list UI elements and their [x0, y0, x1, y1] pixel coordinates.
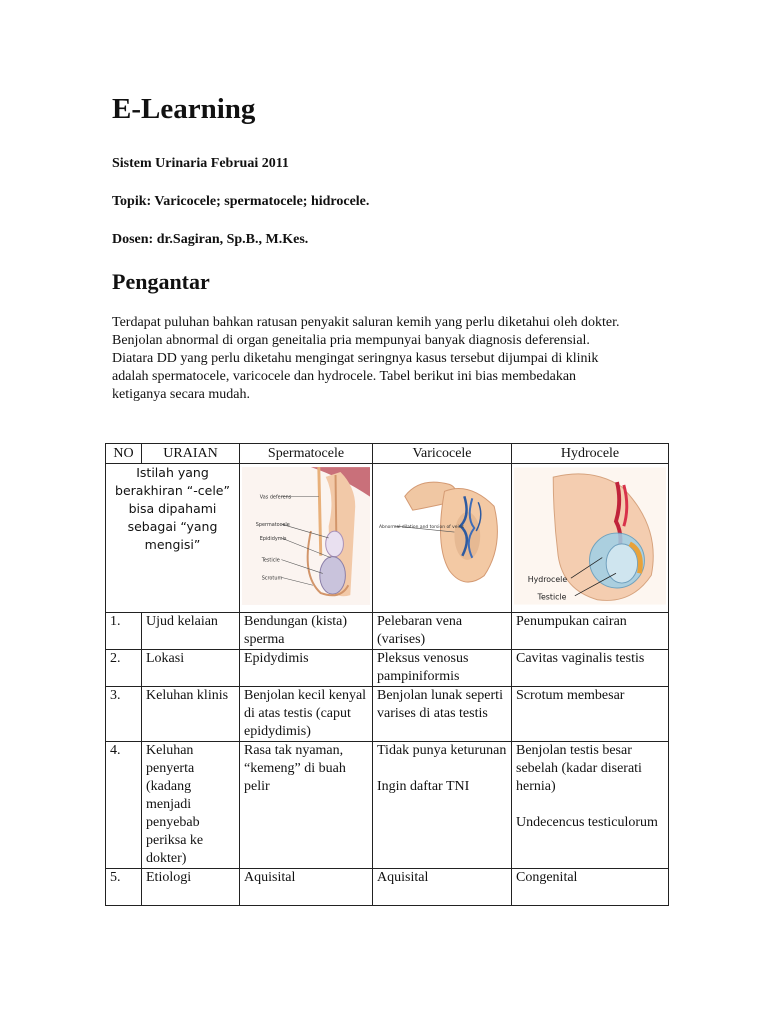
- header-hydrocele: Hydrocele: [512, 444, 669, 464]
- course-line: Sistem Urinaria Februai 2011: [112, 155, 289, 171]
- table-row-images: [106, 464, 669, 613]
- hydrocele-cell: Cavitas vaginalis testis: [512, 650, 669, 687]
- label-spermatocele: Spermatocele: [255, 522, 290, 529]
- comparison-table: [105, 443, 669, 906]
- label-abnormal-veins: Abnormal dilation and torsion of veins: [378, 525, 464, 531]
- varicocele-note-2: Ingin daftar TNI: [377, 779, 470, 794]
- spermatocele-cell: Bendungan (kista) sperma: [240, 613, 373, 650]
- varicocele-cell: Pleksus venosus pampiniformis: [373, 650, 512, 687]
- intro-paragraph: Terdapat puluhan bahkan ratusan penyakit saluran kemih yang perlu diketahui oleh dokter. Benjolan abnormal di organ geneitalia pria mempunyai banyak diagnosis deferensial. Diatara DD yang perlu diketahu mengingat seringnya kasus tersebut dijumpai di klinik adalah spermatocele, varicocele dan hydrocele. Tabel berikut ini bias membedakan ketiganya secara mudah.: [112, 314, 620, 402]
- row-number: 5.: [106, 869, 142, 906]
- hydrocele-note-2: Undecencus testiculorum: [516, 815, 658, 830]
- varicocele-note-1: Tidak punya keturunan: [377, 743, 507, 758]
- varicocele-cell: Benjolan lunak seperti varises di atas testis: [373, 687, 512, 742]
- label-hydrocele: Hydrocele: [527, 575, 568, 585]
- header-uraian: URAIAN: [142, 444, 240, 464]
- section-title: Pengantar: [112, 269, 210, 295]
- hydrocele-cell: [512, 742, 669, 869]
- hydrocele-note-1: Benjolan testis besar sebelah (kadar diserati hernia): [516, 743, 642, 794]
- hydrocele-cell: Scrotum membesar: [512, 687, 669, 742]
- spermatocele-cell: Rasa tak nyaman, “kemeng” di buah pelir: [240, 742, 373, 869]
- varicocele-cell: [373, 742, 512, 869]
- table-row: [106, 613, 669, 650]
- row-label: Keluhan penyerta (kadang menjadi penyebab periksa ke dokter): [142, 742, 240, 869]
- varicocele-illustration: [375, 466, 509, 606]
- label-testicle-hydro: Testicle: [537, 592, 567, 602]
- hydrocele-illustration-cell: [512, 464, 669, 613]
- label-testicle: Testicle: [261, 557, 280, 564]
- row-label: Keluhan klinis: [142, 687, 240, 742]
- row-label: Lokasi: [142, 650, 240, 687]
- label-epididymis: Epididymis: [259, 535, 287, 542]
- row-number: 3.: [106, 687, 142, 742]
- hydrocele-cell: Congenital: [512, 869, 669, 906]
- spermatocele-cell: Epidydimis: [240, 650, 373, 687]
- row-number: 2.: [106, 650, 142, 687]
- table-header-row: [106, 444, 669, 464]
- varicocele-cell: Pelebaran vena (varises): [373, 613, 512, 650]
- lecturer-line: Dosen: dr.Sagiran, Sp.B., M.Kes.: [112, 232, 309, 248]
- header-no: NO: [106, 444, 142, 464]
- spermatocele-illustration-cell: [240, 464, 373, 613]
- document-title: E-Learning: [112, 93, 256, 125]
- header-varicocele: Varicocele: [373, 444, 512, 464]
- spermatocele-illustration: [242, 466, 370, 606]
- table-row: [106, 869, 669, 906]
- table-row: [106, 687, 669, 742]
- row-number: 4.: [106, 742, 142, 869]
- hydrocele-cell: Penumpukan cairan: [512, 613, 669, 650]
- label-vas-deferens: Vas deferens: [259, 494, 292, 501]
- table-row: [106, 650, 669, 687]
- cele-definition: Istilah yang berakhiran “-cele” bisa dipahami sebagai “yang mengisi”: [106, 464, 240, 613]
- table-row: [106, 742, 669, 869]
- header-spermatocele: Spermatocele: [240, 444, 373, 464]
- label-scrotum: Scrotum: [261, 575, 283, 582]
- spermatocele-cell: Aquisital: [240, 869, 373, 906]
- varicocele-cell: Aquisital: [373, 869, 512, 906]
- row-label: Ujud kelaian: [142, 613, 240, 650]
- document-page: [112, 92, 672, 404]
- row-number: 1.: [106, 613, 142, 650]
- hydrocele-illustration: [514, 466, 666, 606]
- varicocele-illustration-cell: [373, 464, 512, 613]
- topic-line: Topik: Varicocele; spermatocele; hidrocele.: [112, 193, 370, 209]
- row-label: Etiologi: [142, 869, 240, 906]
- spermatocele-cell: Benjolan kecil kenyal di atas testis (caput epidydimis): [240, 687, 373, 742]
